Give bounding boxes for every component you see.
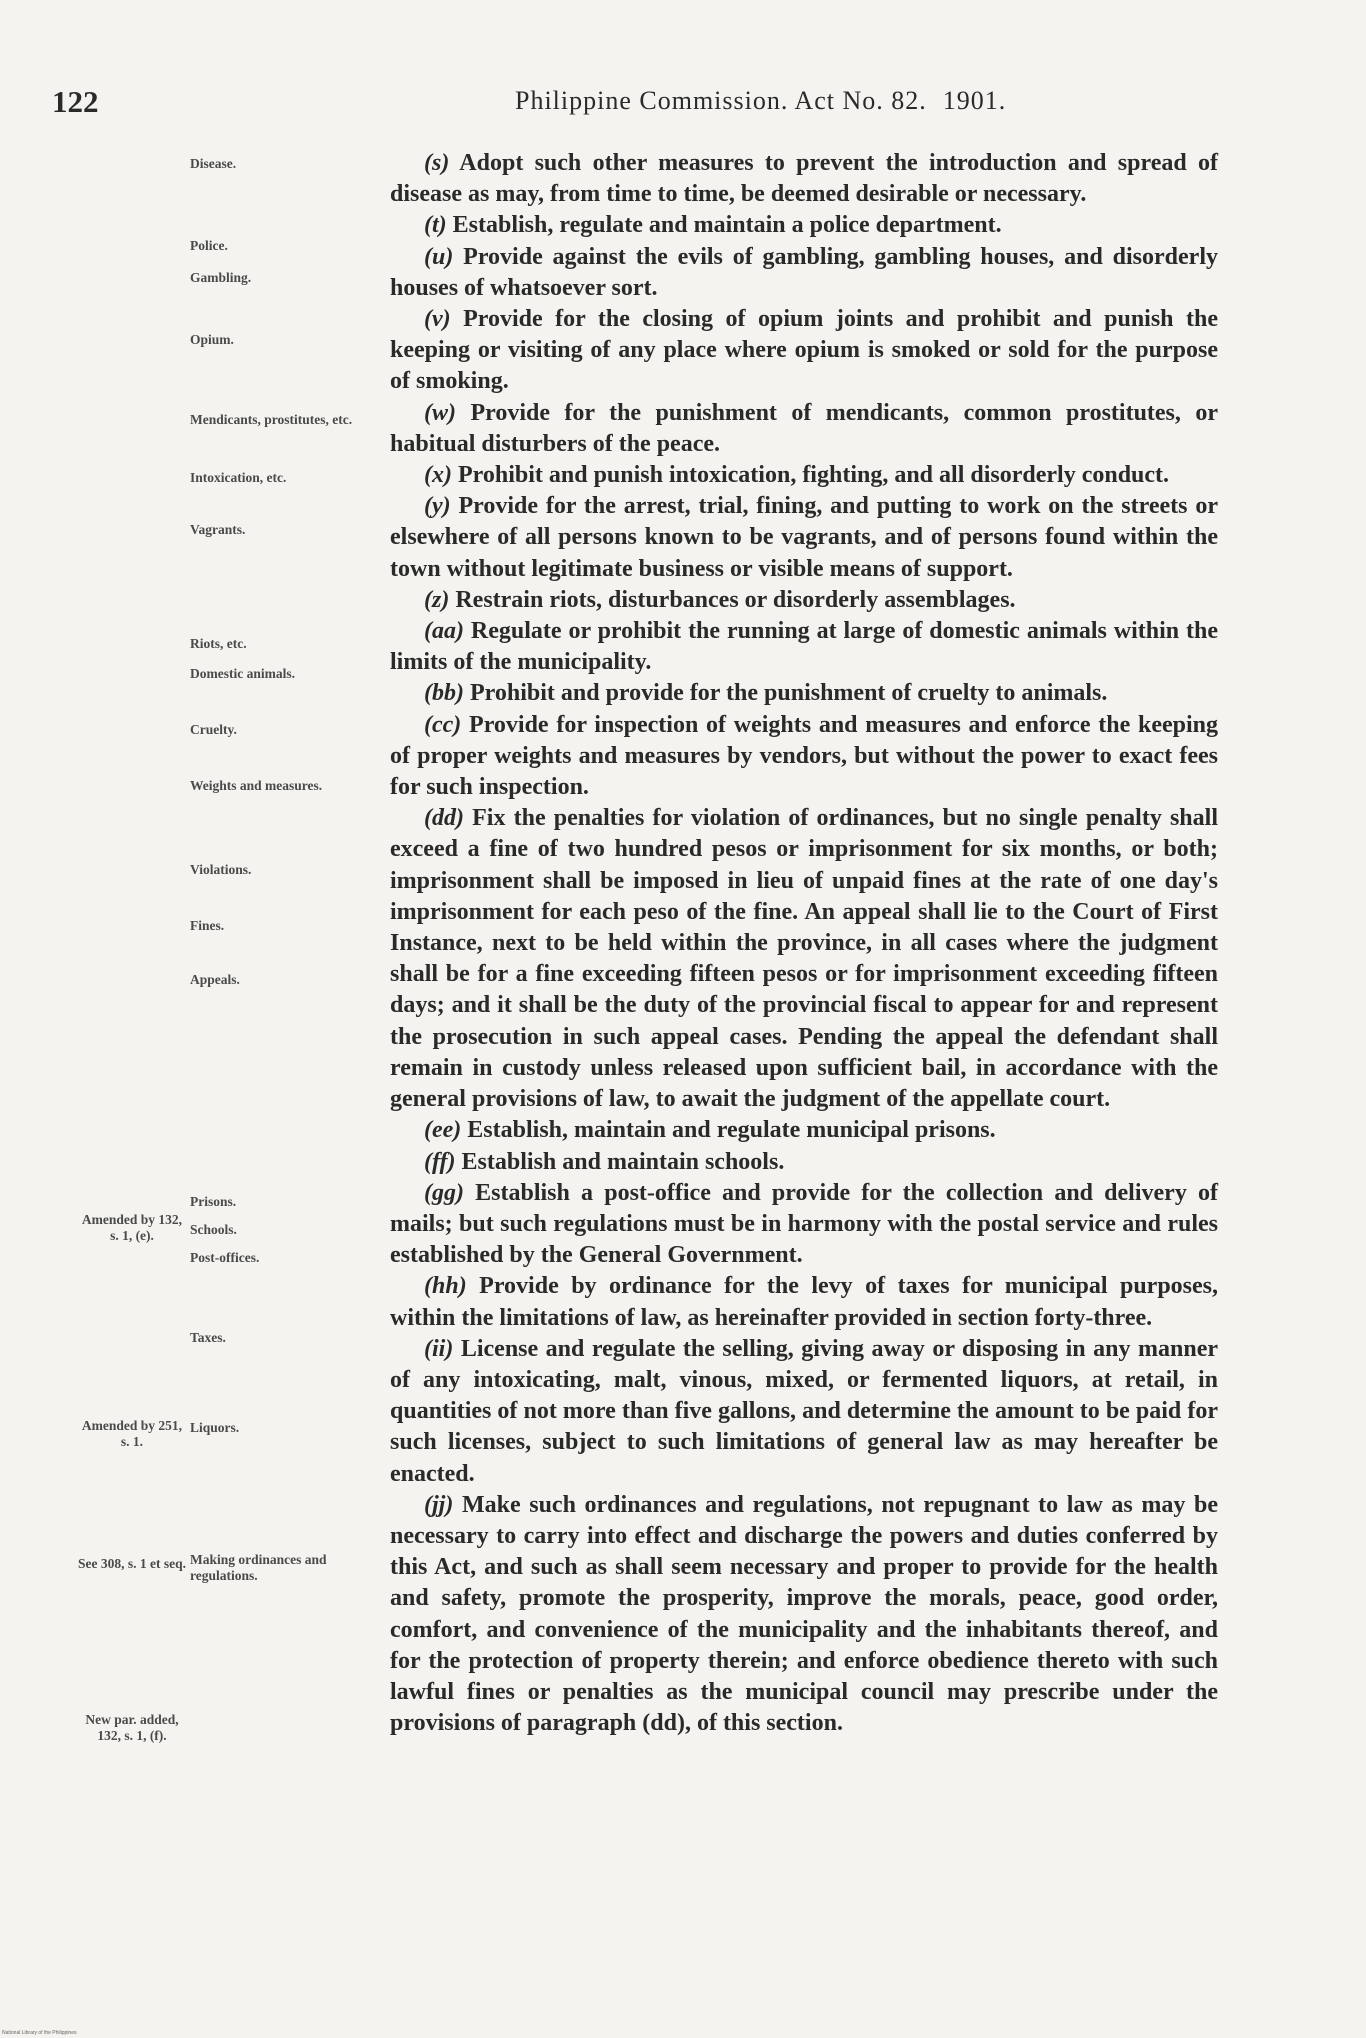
paragraph-label: (s) [424, 150, 450, 176]
body-text [390, 148, 1218, 1739]
amendment-note: New par. added, 132, s. 1, (f). [85, 1712, 179, 1743]
running-head-title: Philippine Commission. Act No. 82. [515, 86, 927, 115]
margin-note-mendicants: Mendicants, prostitutes, etc. [190, 412, 353, 427]
paragraph-y [390, 491, 1218, 585]
paragraph-text: Establish a post-office and provide for the collection and delivery of mails; but such regulations must be in harmony with the postal service and rules established by the General Government. [390, 1179, 1218, 1269]
margin-note-schools: Schools. [190, 1222, 237, 1237]
page-number: 122 [52, 84, 99, 119]
margin-note-gambling: Gambling. [190, 270, 252, 285]
paragraph-label: (ff) [424, 1148, 456, 1175]
paragraph-text: Establish and maintain schools. [455, 1148, 785, 1175]
margin-note-weights-measures: Weights and measures. [190, 778, 323, 793]
paragraph-text: Provide against the evils of gambling, gambling houses, and disorderly houses of whatsoever sort. [390, 243, 1218, 301]
paragraph-hh [390, 1271, 1218, 1333]
paragraph-t [390, 210, 1218, 241]
paragraph-aa [390, 616, 1218, 678]
paragraph-text: Fix the penalties for violation of ordinances, but no single penalty shall exceed a fine of two hundred pesos or imprisonment for six months, or both; imprisonment shall be imposed in lieu of unpaid fines at the rate of one day's imprisonment for each peso of the fine. An appeal shall lie to the Court of First Instance, next to be held within the province, in all cases where the judgment shall be for a fine exceeding fifteen pesos or for imprisonment exceeding fifteen days; and it shall be the duty of the provincial fiscal to appear for and represent the prosecution in such appeal cases. Pending the appeal the defendant shall remain in custody unless released upon sufficient bail, in accordance with the general provisions of law, to await the judgment of the appellate court. [390, 805, 1218, 1113]
paragraph-text: Prohibit and provide for the punishment of cruelty to animals. [463, 680, 1108, 707]
paragraph-label: (y) [424, 493, 451, 520]
amendment-note: See 308, s. 1 et seq. [78, 1556, 186, 1571]
margin-note-domestic-animals: Domestic animals. [190, 666, 295, 681]
paragraph-text: Provide for the punishment of mendicants, common prostitutes, or habitual disturbers of the peace. [390, 399, 1218, 457]
paragraph-z [390, 585, 1218, 616]
paragraph-text: Establish, maintain and regulate municipal prisons. [461, 1117, 996, 1144]
margin-note-intoxication: Intoxication, etc. [190, 470, 287, 485]
paragraph-label: (t) [424, 212, 447, 239]
paragraph-label: (ee) [424, 1117, 462, 1144]
paragraph-text: License and regulate the selling, giving away or disposing in any manner of any intoxicating, malt, vinous, mixed, or fermented liquors, at retail, in quantities of not more than five gallons, and determine the amount to be paid for such licenses, subject to such limitations of general law as may hereafter be enacted. [390, 1335, 1218, 1487]
paragraph-text: Prohibit and punish intoxication, fighting, and all disorderly conduct. [451, 462, 1170, 489]
paragraph-label: (bb) [424, 680, 464, 707]
paragraph-bb [390, 678, 1218, 709]
paragraph-label: (jj) [424, 1491, 454, 1518]
paragraph-text: Provide for the closing of opium joints and prohibit and punish the keeping or visiting of any place where opium is smoked or sold for the purpose of smoking. [390, 306, 1218, 395]
running-head [515, 86, 1006, 116]
margin-note-prisons: Prisons. [190, 1194, 237, 1209]
footer-watermark: National Library of the Philippines [2, 2030, 77, 2036]
paragraph-s [390, 148, 1218, 210]
paragraph-u [390, 242, 1218, 304]
paragraph-label: (v) [424, 306, 451, 333]
paragraph-text: Restrain riots, disturbances or disorderly assemblages. [449, 586, 1016, 613]
paragraph-label: (dd) [424, 805, 464, 832]
margin-note-opium: Opium. [190, 332, 234, 347]
paragraph-cc [390, 710, 1218, 804]
margin-note-police: Police. [190, 238, 228, 253]
paragraph-text: Establish, regulate and maintain a police department. [446, 212, 1002, 239]
margin-note-making-ordinances: Making ordinances and regulations. [190, 1552, 327, 1583]
paragraph-text: Provide for inspection of weights and measures and enforce the keeping of proper weights and measures by vendors, but without the power to exact fees for such inspection. [390, 711, 1218, 801]
running-head-year: 1901. [942, 86, 1007, 115]
paragraph-w [390, 398, 1218, 460]
paragraph-label: (u) [424, 243, 454, 270]
paragraph-label: (aa) [424, 618, 464, 645]
paragraph-ff [390, 1147, 1218, 1178]
margin-note-vagrants: Vagrants. [190, 522, 246, 537]
paragraph-dd [390, 803, 1218, 1115]
paragraph-ee [390, 1115, 1218, 1146]
paragraph-label: (w) [424, 399, 456, 426]
paragraph-x [390, 460, 1218, 491]
paragraph-jj [390, 1490, 1218, 1740]
margin-note-liquors: Liquors. [190, 1420, 240, 1435]
margin-note-taxes: Taxes. [190, 1330, 226, 1345]
paragraph-ii [390, 1334, 1218, 1490]
margin-note-fines: Fines. [190, 918, 225, 933]
paragraph-label: (cc) [424, 711, 462, 738]
paragraph-label: (gg) [424, 1179, 464, 1206]
amendment-note: Amended by 132, s. 1, (e). [81, 1212, 183, 1243]
margin-note-cruelty: Cruelty. [190, 722, 237, 737]
margin-note-violations: Violations. [190, 862, 252, 877]
paragraph-text: Regulate or prohibit the running at large of domestic animals within the limits of the municipality. [390, 618, 1218, 676]
paragraph-text: Adopt such other measures to prevent the introduction and spread of disease as may, from time to time, be deemed desirable or necessary. [390, 150, 1218, 208]
margin-note-disease: Disease. [190, 156, 237, 171]
paragraph-text: Provide for the arrest, trial, fining, and putting to work on the streets or elsewhere of all persons known to be vagrants, and of persons found within the town without legitimate business or visible means of support. [390, 493, 1218, 582]
paragraph-text: Provide by ordinance for the levy of taxes for municipal purposes, within the limitations of law, as hereinafter provided in section forty-three. [390, 1273, 1218, 1331]
paragraph-gg [390, 1178, 1218, 1272]
margin-note-post-offices: Post-offices. [190, 1250, 260, 1265]
paragraph-label: (ii) [424, 1335, 454, 1362]
margin-note-riots: Riots, etc. [190, 636, 247, 651]
margin-note-appeals: Appeals. [190, 972, 240, 987]
paragraph-label: (z) [424, 586, 450, 613]
amendment-note: Amended by 251, s. 1. [81, 1418, 183, 1449]
paragraph-text: Make such ordinances and regulations, not repugnant to law as may be necessary to carry into effect and discharge the powers and duties conferred by this Act, and such as shall seem necessary and proper to provide for the health and safety, promote the prosperity, improve the morals, peace, good order, comfort, and convenience of the municipality and the inhabitants thereof, and for the protection of property therein; and enforce obedience thereto with such lawful fines or penalties as the municipal council may prescribe under the provisions of paragraph (dd), of this section. [390, 1491, 1218, 1737]
paragraph-label: (hh) [424, 1273, 467, 1300]
paragraph-label: (x) [424, 462, 452, 489]
paragraph-v [390, 304, 1218, 398]
